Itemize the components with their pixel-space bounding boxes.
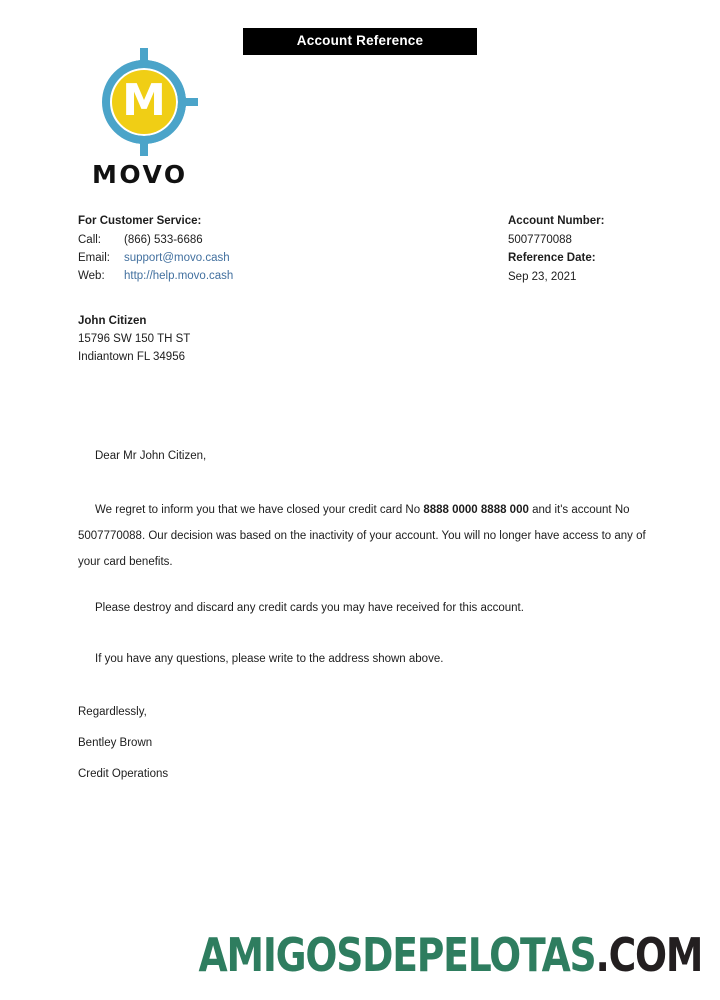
letter-body — [78, 497, 663, 593]
logo-disc-icon — [112, 70, 176, 134]
recipient-address-line-2: Indiantown FL 34956 — [78, 351, 185, 363]
customer-service-row-call — [78, 231, 233, 249]
email-label: Email: — [78, 252, 110, 264]
recipient-name: John Citizen — [78, 315, 147, 327]
document-title-banner: Account Reference — [243, 28, 477, 55]
account-details-block — [508, 212, 604, 286]
brand-logo — [88, 52, 208, 189]
letter-paragraph-3: If you have any questions, please write to the address shown above. — [95, 653, 444, 665]
letter-paragraph-2: Please destroy and discard any credit cards you may have received for this account. — [95, 602, 524, 614]
account-number-label: Account Number: — [508, 215, 605, 227]
recipient-address-line-1: 15796 SW 150 TH ST — [78, 333, 191, 345]
account-number-value: 5007770088 — [508, 234, 572, 246]
banner-row — [0, 28, 720, 55]
letter-salutation: Dear Mr John Citizen, — [95, 450, 207, 462]
paragraph-1-text-after: and it's account No 5007770088. Our decision was based on the inactivity of your account. You will no longer have access to any of your card benefits. — [78, 504, 646, 568]
watermark-main-text: AMIGOSDEPELOTAS — [198, 928, 596, 982]
credit-card-number: 8888 0000 8888 000 — [423, 504, 529, 516]
letter-paragraph-1 — [78, 497, 663, 575]
letter-signoff-block — [78, 706, 168, 799]
customer-service-heading: For Customer Service: — [78, 215, 202, 227]
call-value: (866) 533-6686 — [124, 234, 203, 246]
logo-tick-bottom-icon — [140, 140, 148, 156]
web-link[interactable]: http://help.movo.cash — [124, 270, 234, 282]
web-label: Web: — [78, 270, 105, 282]
letter-closing: Regardlessly, — [78, 706, 147, 718]
customer-service-row-email — [78, 249, 233, 267]
reference-date-value: Sep 23, 2021 — [508, 271, 577, 283]
customer-service-row-web — [78, 267, 233, 285]
logo-tick-right-icon — [182, 98, 198, 106]
brand-wordmark: MOVO — [92, 160, 188, 189]
signer-name: Bentley Brown — [78, 737, 153, 749]
site-watermark — [198, 928, 702, 982]
email-link[interactable]: support@movo.cash — [124, 252, 230, 264]
call-label: Call: — [78, 234, 102, 246]
reference-date-label: Reference Date: — [508, 252, 596, 264]
paragraph-1-text-before: We regret to inform you that we have closed your credit card No — [95, 504, 424, 516]
watermark-tld-text: .COM — [595, 928, 702, 982]
recipient-address-block — [78, 312, 190, 366]
logo-tick-top-icon — [140, 48, 148, 64]
signer-title: Credit Operations — [78, 768, 169, 780]
movo-logo-mark-icon — [94, 52, 202, 156]
customer-service-block — [78, 212, 233, 285]
logo-letter: M — [122, 74, 166, 126]
